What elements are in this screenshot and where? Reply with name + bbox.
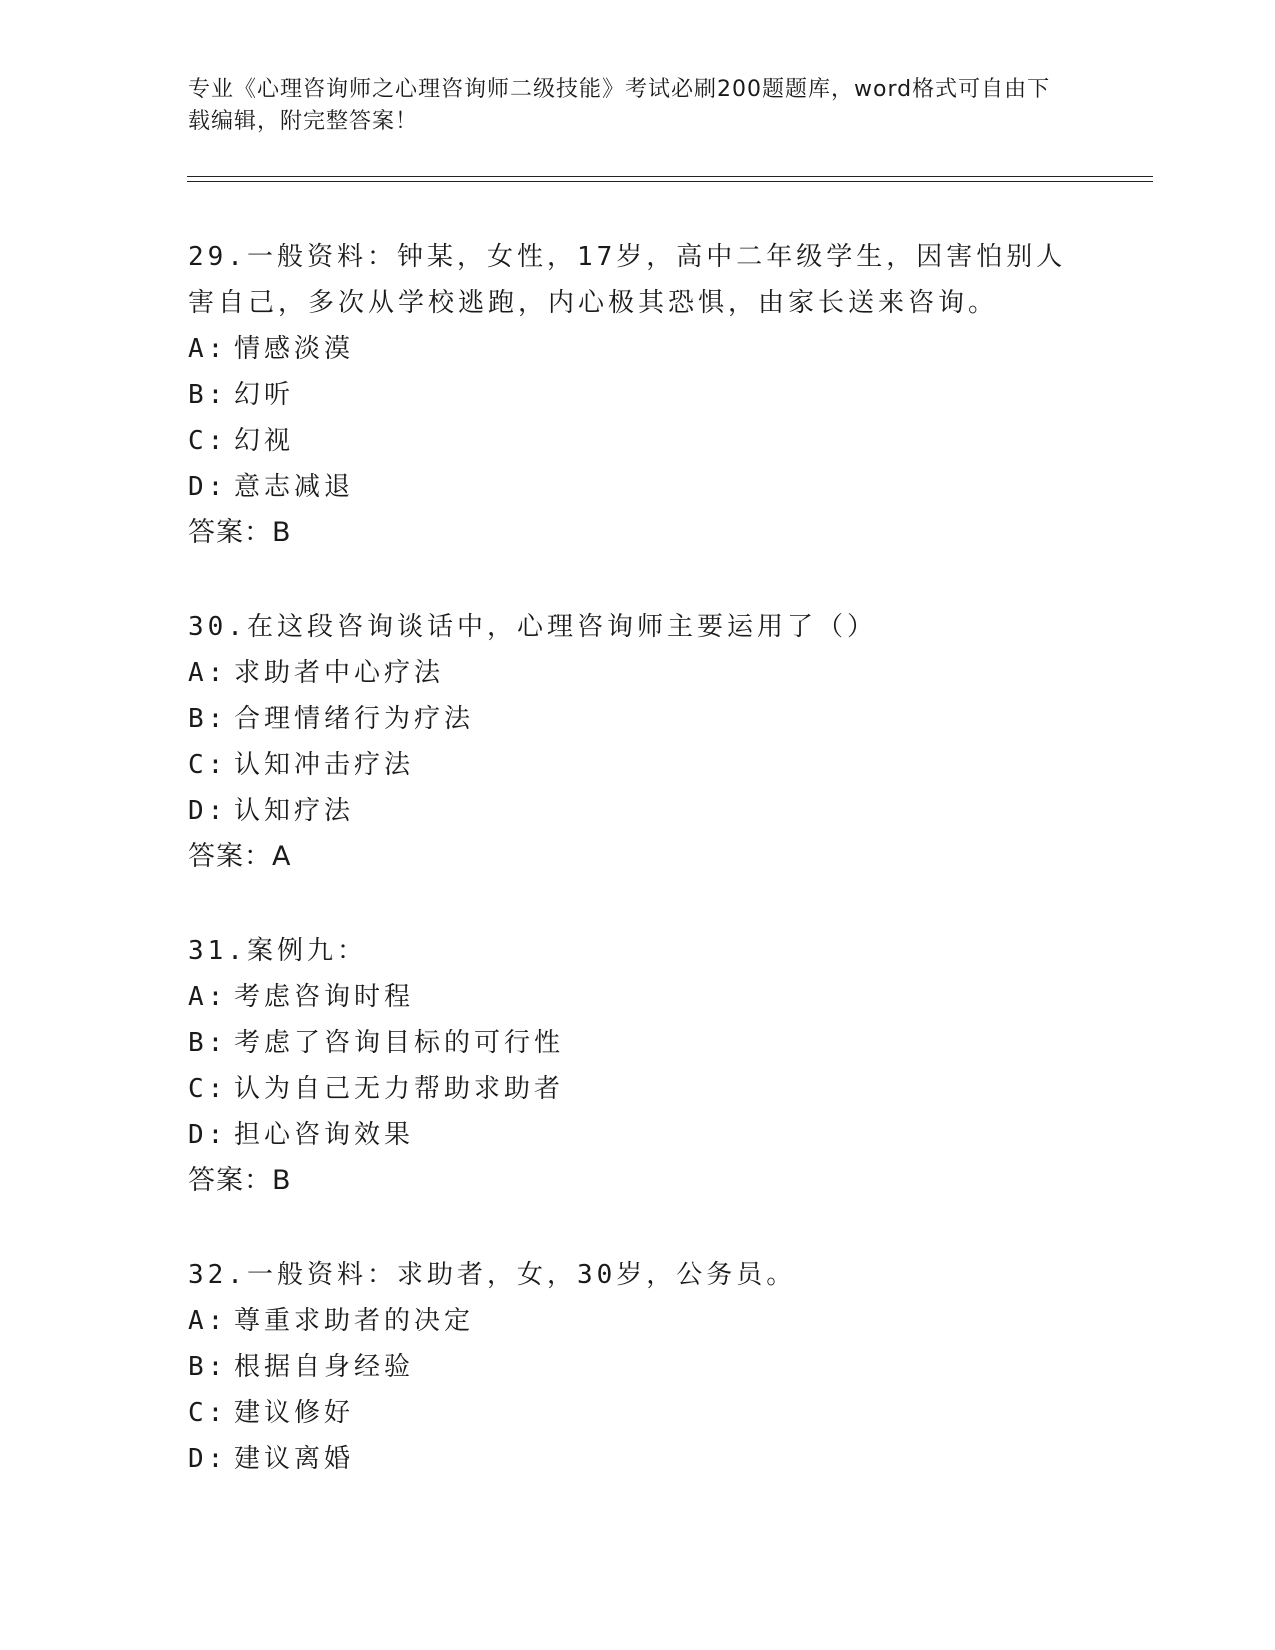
option-key: D: bbox=[188, 796, 228, 826]
question-30 bbox=[188, 604, 1088, 880]
answer-line: 答案：B bbox=[188, 517, 292, 548]
option-text: 合理情绪行为疗法 bbox=[234, 704, 475, 734]
option-key: A: bbox=[188, 334, 228, 364]
option-text: 建议离婚 bbox=[234, 1444, 355, 1474]
option-key: D: bbox=[188, 1120, 228, 1150]
option-key: C: bbox=[188, 426, 228, 456]
option-text: 认为自己无力帮助求助者 bbox=[234, 1074, 565, 1104]
option-a bbox=[188, 1298, 1088, 1344]
question-stem: 29.一般资料：钟某，女性，17岁，高中二年级学生，因害怕别人害自己，多次从学校逃跑，内心极其恐惧，由家长送来咨询。 bbox=[188, 242, 1067, 318]
option-text: 建议修好 bbox=[234, 1398, 355, 1428]
question-stem: 30.在这段咨询谈话中，心理咨询师主要运用了（） bbox=[188, 612, 877, 642]
option-text: 认知冲击疗法 bbox=[234, 750, 415, 780]
option-d bbox=[188, 788, 1088, 834]
question-32 bbox=[188, 1252, 1088, 1482]
option-text: 担心咨询效果 bbox=[234, 1120, 415, 1150]
option-key: C: bbox=[188, 1398, 228, 1428]
option-key: C: bbox=[188, 750, 228, 780]
header-divider-bottom bbox=[187, 181, 1153, 182]
option-text: 情感淡漠 bbox=[234, 334, 355, 364]
option-key: B: bbox=[188, 1352, 228, 1382]
option-b bbox=[188, 696, 1088, 742]
option-c bbox=[188, 1390, 1088, 1436]
option-d bbox=[188, 1436, 1088, 1482]
option-a bbox=[188, 650, 1088, 696]
option-a bbox=[188, 326, 1088, 372]
option-c bbox=[188, 418, 1088, 464]
option-d bbox=[188, 1112, 1088, 1158]
option-c bbox=[188, 1066, 1088, 1112]
question-29 bbox=[188, 234, 1088, 556]
option-b bbox=[188, 372, 1088, 418]
option-text: 根据自身经验 bbox=[234, 1352, 415, 1382]
option-key: A: bbox=[188, 1306, 228, 1336]
question-stem: 31.案例九： bbox=[188, 936, 367, 966]
answer-line: 答案：B bbox=[188, 1165, 292, 1196]
option-key: A: bbox=[188, 982, 228, 1012]
option-b bbox=[188, 1344, 1088, 1390]
document-header: 专业《心理咨询师之心理咨询师二级技能》考试必刷200题题库，word格式可自由下载编辑，附完整答案！ bbox=[188, 77, 1051, 134]
question-stem: 32.一般资料：求助者，女，30岁，公务员。 bbox=[188, 1260, 797, 1290]
option-text: 考虑了咨询目标的可行性 bbox=[234, 1028, 565, 1058]
option-a bbox=[188, 974, 1088, 1020]
option-text: 幻听 bbox=[234, 380, 295, 410]
option-text: 认知疗法 bbox=[234, 796, 355, 826]
option-text: 意志减退 bbox=[234, 472, 355, 502]
option-text: 幻视 bbox=[234, 426, 295, 456]
option-key: A: bbox=[188, 658, 228, 688]
answer-line: 答案：A bbox=[188, 841, 292, 872]
option-key: B: bbox=[188, 1028, 228, 1058]
option-key: C: bbox=[188, 1074, 228, 1104]
option-text: 考虑咨询时程 bbox=[234, 982, 415, 1012]
header-divider-top bbox=[187, 176, 1153, 177]
option-key: B: bbox=[188, 380, 228, 410]
question-list bbox=[188, 234, 1088, 1530]
option-d bbox=[188, 464, 1088, 510]
option-c bbox=[188, 742, 1088, 788]
option-b bbox=[188, 1020, 1088, 1066]
option-key: B: bbox=[188, 704, 228, 734]
option-key: D: bbox=[188, 472, 228, 502]
option-text: 尊重求助者的决定 bbox=[234, 1306, 475, 1336]
option-key: D: bbox=[188, 1444, 228, 1474]
option-text: 求助者中心疗法 bbox=[234, 658, 445, 688]
question-31 bbox=[188, 928, 1088, 1204]
